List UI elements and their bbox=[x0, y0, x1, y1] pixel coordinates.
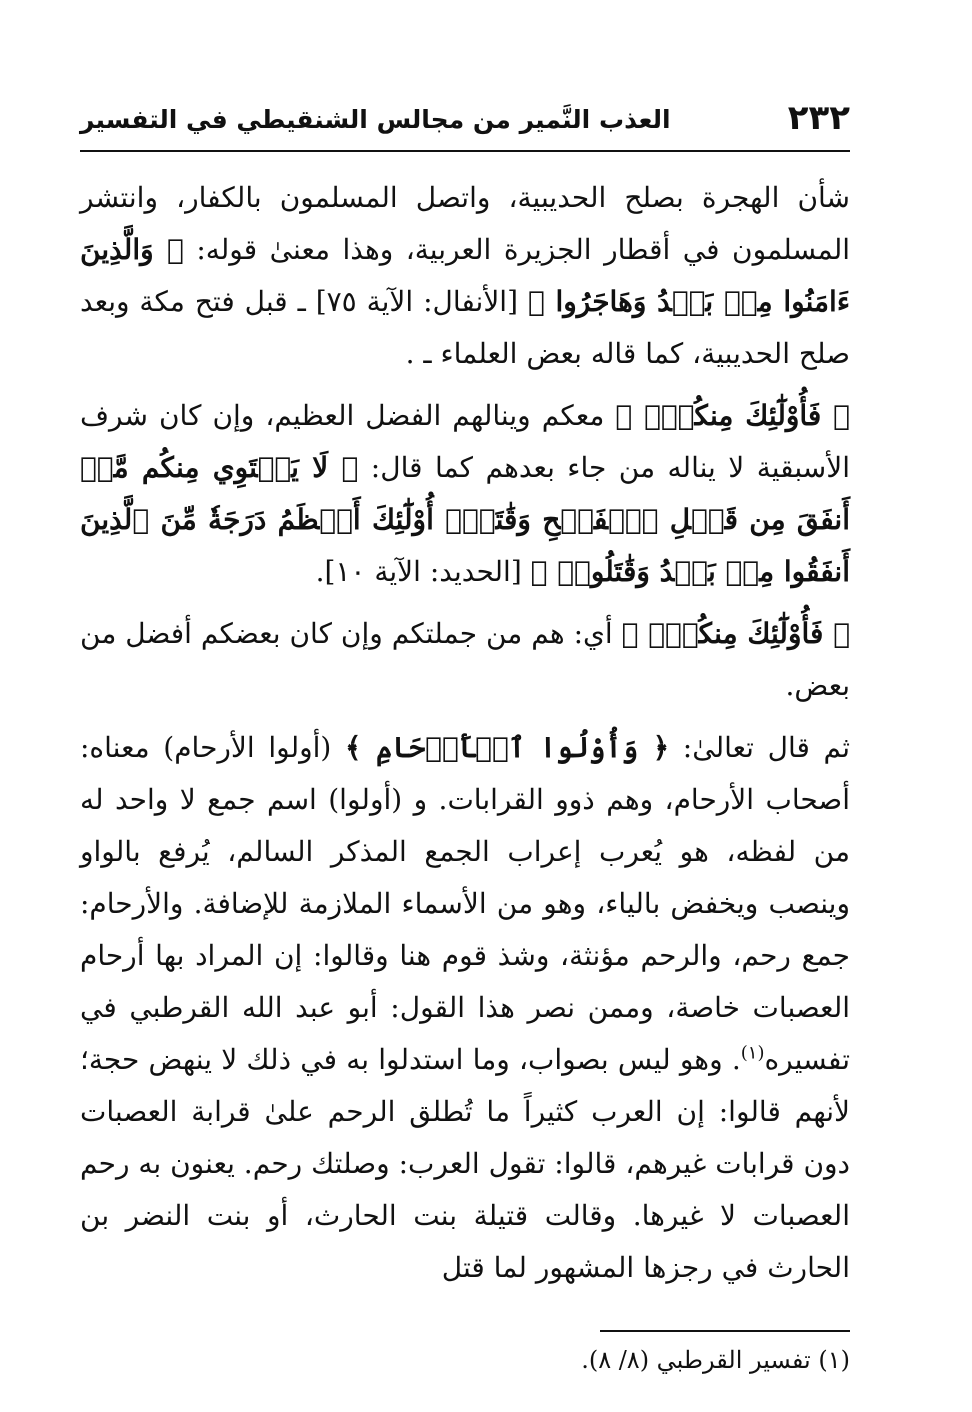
page-number: ٢٣٢ bbox=[787, 98, 850, 138]
text: [الأنفال: الآية ٧٥] ـ قبل فتح مكة وبعد صلح الحديبية، كما قاله بعض العلماء ـ . bbox=[80, 285, 850, 370]
running-header bbox=[80, 92, 850, 152]
quran-verse: ﴿ فَأُوْلَٰٓئِكَ مِنكُمۡۚ ﴾ bbox=[615, 399, 850, 432]
quran-verse: ﴿ وَالَّذِينَ ءَامَنُوا مِنۢ بَعۡدُ وَهَاجَرُوا ﴾ bbox=[80, 233, 850, 318]
quran-verse: ﴿ وَأُوْلُوا ٱلۡأَرۡحَامِ ﴾ bbox=[345, 731, 670, 764]
text: [الحديد: الآية ١٠]. bbox=[315, 555, 531, 588]
quran-verse: ﴿ فَأُوْلَٰٓئِكَ مِنكُمۡۚ ﴾ bbox=[621, 617, 850, 650]
footnote-divider bbox=[600, 1330, 850, 1332]
text: (أولوا الأرحام) معناه: أصحاب الأرحام، وهم ذوو القرابات. و (أولوا) اسم جمع لا واحد له من لفظه، هو يُعرب إعراب الجمع المذكر السالم، يُرفع بالواو وينصب ويخفض بالياء، وهو من الأسماء الملازمة للإضافة. والأرحام: جمع رحم، والرحم مؤنثة، وشذ قوم هنا وقالوا: إن المراد بها أرحام العصبات خاصة، وممن نصر هذا القول: أبو عبد الله القرطبي في تفسيره bbox=[80, 731, 850, 1076]
body-text bbox=[80, 172, 850, 1294]
book-title: العذب النَّمير من مجالس الشنقيطي في التفسير bbox=[80, 105, 671, 134]
paragraph-3 bbox=[80, 608, 850, 712]
paragraph-2 bbox=[80, 390, 850, 598]
text: معكم وينالهم الفضل العظيم، وإن كان شرف الأسبقية لا يناله من جاء بعدهم كما قال: bbox=[80, 399, 851, 484]
quran-verse: ﴿ لَا يَسۡتَوِي مِنكُم مَّنۡ أَنفَقَ مِن قَبۡلِ ٱلۡفَتۡحِ وَقَٰتَلَۚ أُوْلَٰٓئِكَ أَعۡظَمُ دَرَجَةٗ مِّنَ ٱلَّذِينَ أَنفَقُوا مِنۢ بَعۡدُ وَقَٰتَلُواۚ ﴾ bbox=[80, 451, 850, 588]
text: ثم قال تعالىٰ: bbox=[669, 731, 850, 764]
footnote: (١) تفسير القرطبي (٨/ ٨). bbox=[581, 1346, 850, 1374]
text: . وهو ليس بصواب، وما استدلوا به في ذلك لا ينهض حجة؛ لأنهم قالوا: إن العرب كثيراً ما تُطلق الرحم علىٰ قرابة العصبات دون قرابات غيرهم، قالوا: تقول العرب: وصلتك رحم. يعنون به رحم العصبات لا غيرها. وقالت قتيلة بنت الحارث، أو بنت النضر بن الحارث في رجزها المشهور لما قتل bbox=[80, 1043, 850, 1284]
footnote-marker: (١) bbox=[740, 1042, 765, 1064]
text: شأن الهجرة بصلح الحديبية، واتصل المسلمون بالكفار، وانتشر المسلمون في أقطار الجزيرة العربية، وهذا معنىٰ قوله: bbox=[80, 181, 851, 266]
text: أي: هم من جملتكم وإن كان بعضكم أفضل من بعض. bbox=[80, 617, 850, 702]
paragraph-1 bbox=[80, 172, 850, 380]
document-page bbox=[80, 92, 850, 1378]
paragraph-4 bbox=[80, 722, 850, 1294]
